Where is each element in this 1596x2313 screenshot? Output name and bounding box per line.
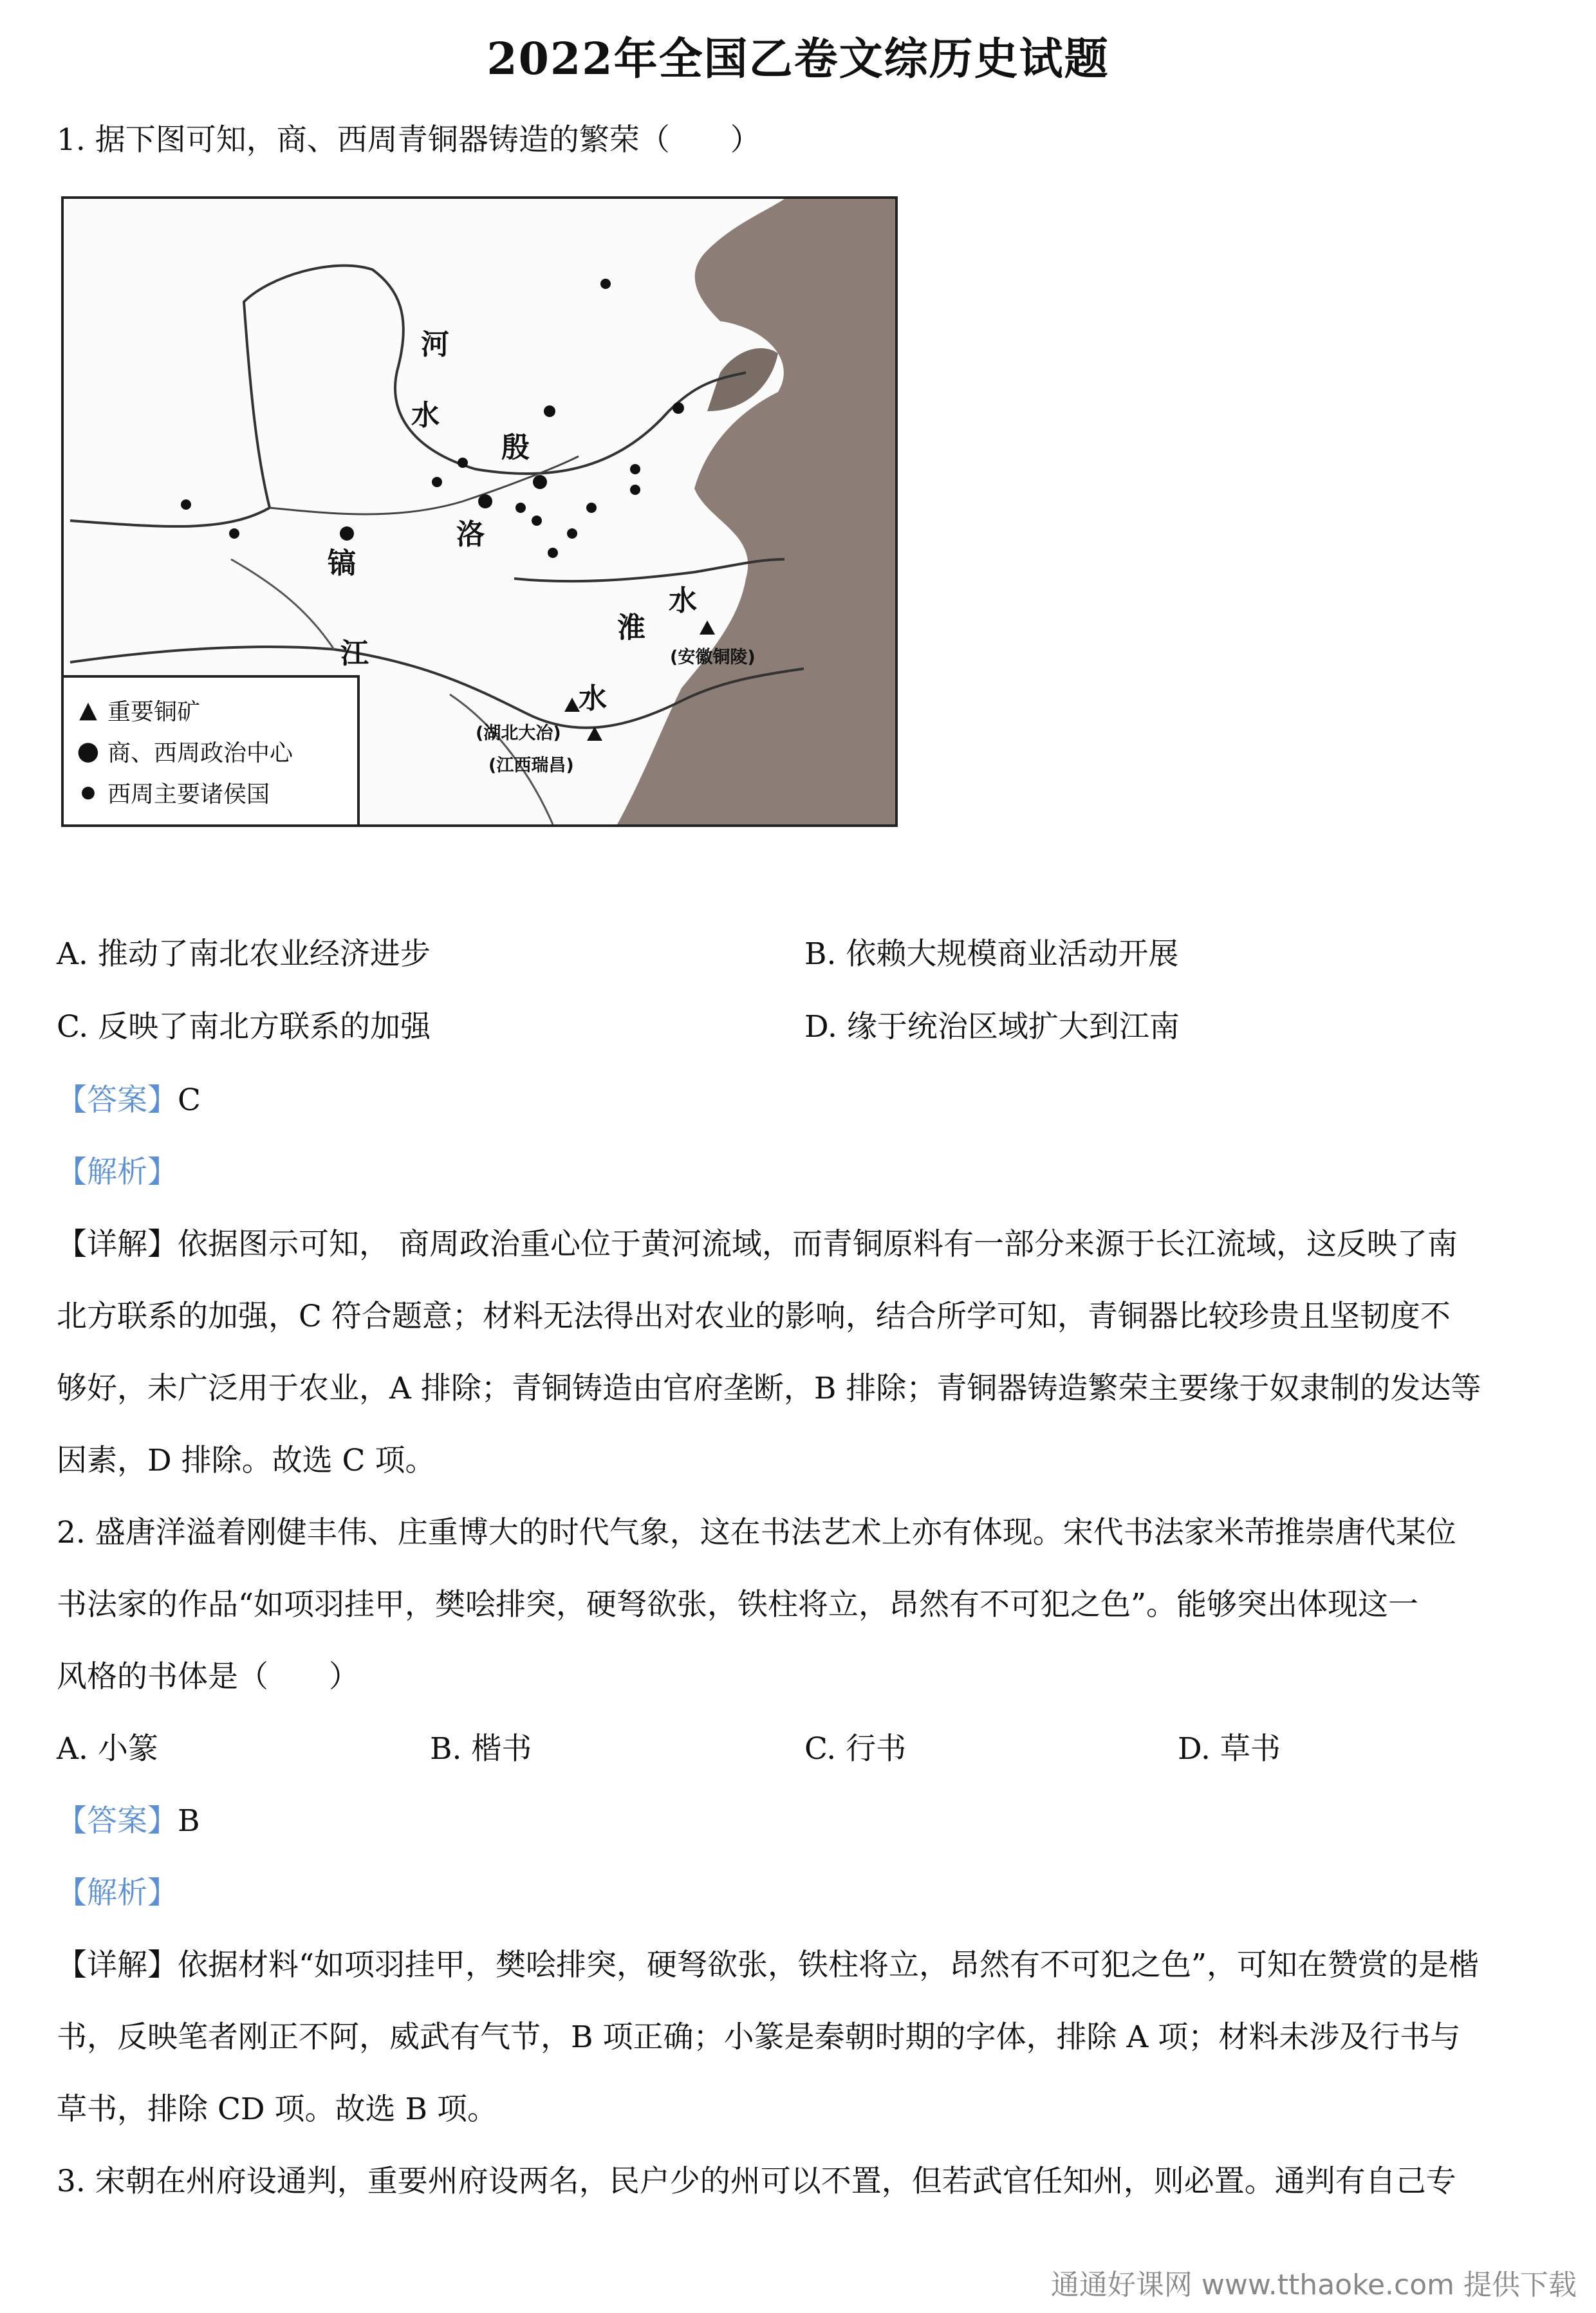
state-dot	[515, 503, 526, 513]
legend-state-label: 西周主要诸侯国	[107, 781, 270, 808]
lake	[765, 631, 791, 667]
q2-option-a: A. 小篆	[57, 1731, 158, 1767]
label-yin: 殷	[501, 431, 530, 464]
mine-hubei	[564, 698, 580, 712]
state-dot	[586, 503, 597, 513]
q2-stem-line: 书法家的作品“如项羽挂甲，樊哙排突，硬弩欲张，铁柱将立，昂然有不可犯之色”。能够突出体现这一	[57, 1587, 1419, 1622]
q1-option-a: A. 推动了南北农业经济进步	[57, 936, 431, 972]
mine-anhui	[700, 620, 715, 635]
label-luo: 洛	[456, 518, 485, 551]
q2-stem-line: 风格的书体是（ ）	[57, 1659, 359, 1695]
q1-stem: 1. 据下图可知，商、西周青铜器铸造的繁荣（ ）	[57, 122, 761, 158]
q3-stem: 3. 宋朝在州府设通判，重要州府设两名，民户少的州可以不置，但若武官任知州，则必置。通判有自己专	[57, 2164, 1456, 2199]
map-legend	[64, 675, 360, 824]
center-dot-luo	[478, 494, 492, 508]
footer-watermark: 通通好课网 www.tthaoke.com 提供下载	[1050, 2269, 1577, 2301]
answer-value: C	[178, 1082, 201, 1118]
legend-center-label: 商、西周政治中心	[107, 739, 293, 766]
q1-detail-line: 因素，D 排除。故选 C 项。	[57, 1443, 436, 1478]
huai-river	[514, 559, 784, 581]
q1-analysis-tag	[57, 1148, 178, 1191]
center-dot-yin	[533, 475, 547, 489]
q2-stem-line: 2. 盛唐洋溢着刚健丰伟、庄重博大的时代气象，这在书法艺术上亦有体现。宋代书法家米芾推崇唐代某位	[57, 1515, 1456, 1550]
state-dot	[673, 402, 684, 414]
q2-option-b: B. 楷书	[430, 1731, 532, 1767]
q2-answer	[57, 1797, 200, 1840]
legend-mine	[75, 689, 346, 730]
legend-state	[75, 772, 346, 813]
analysis-tag: 【解析】	[57, 1155, 178, 1190]
han-river	[231, 559, 334, 649]
wei-river	[270, 456, 579, 514]
state-dot	[229, 528, 239, 539]
label-huai: 淮	[617, 611, 645, 644]
q2-analysis-tag	[57, 1869, 178, 1912]
large-dot-icon: ●	[77, 736, 100, 766]
sea-area	[617, 199, 895, 824]
bronze-map	[61, 196, 898, 827]
q2-option-c: C. 行书	[804, 1731, 907, 1767]
answer-value: B	[178, 1803, 200, 1839]
state-dot	[630, 464, 640, 474]
label-hubei-daye: (湖北大冶)	[476, 723, 561, 743]
q1-detail-line: 够好，未广泛用于农业，A 排除；青铜铸造由官府垄断，B 排除；青铜器铸造繁荣主要缘于奴隶制的发达等	[57, 1371, 1481, 1406]
q2-detail-line: 书，反映笔者刚正不阿，威武有气节，B 项正确；小篆是秦朝时期的字体，排除 A 项；材料未涉及行书与	[57, 2020, 1461, 2055]
label-he: 河	[421, 328, 449, 361]
q2-detail-line: 【详解】依据材料“如项羽挂甲，樊哙排突，硬弩欲张，铁柱将立，昂然有不可犯之色”，可知在赞赏的是楷	[57, 1947, 1480, 1983]
q1-answer	[57, 1076, 201, 1119]
state-dot	[458, 458, 468, 468]
q1-detail-line: 北方联系的加强，C 符合题意；材料无法得出对农业的影响，结合所学可知，青铜器比较珍贵且坚韧度不	[57, 1299, 1451, 1334]
q1-detail-line: 【详解】依据图示可知， 商周政治重心位于黄河流域，而青铜原料有一部分来源于长江流域，这反映了南	[57, 1227, 1458, 1262]
small-dot-icon: ●	[80, 783, 96, 802]
state-dot	[544, 405, 555, 417]
state-dot	[432, 477, 442, 487]
label-shui-3: 水	[579, 682, 607, 715]
state-dot	[600, 279, 611, 289]
state-dot	[548, 548, 558, 558]
label-shui-2: 水	[669, 584, 697, 617]
state-dot	[630, 485, 640, 495]
legend-center	[75, 730, 346, 772]
answer-tag: 【答案】	[57, 1803, 178, 1839]
q1-option-b: B. 依赖大规模商业活动开展	[804, 936, 1179, 972]
page-title: 2022年全国乙卷文综历史试题	[487, 33, 1109, 85]
analysis-tag: 【解析】	[57, 1875, 178, 1911]
state-dot	[532, 516, 542, 526]
label-hao: 镐	[328, 547, 356, 580]
label-shui-1: 水	[411, 399, 440, 432]
triangle-icon: ▲	[79, 696, 97, 723]
label-jiang: 江	[340, 637, 369, 670]
label-jiangxi-ruichang: (江西瑞昌)	[488, 756, 574, 776]
label-anhui-tongling: (安徽铜陵)	[670, 647, 756, 667]
q1-option-d: D. 缘于统治区域扩大到江南	[804, 1009, 1180, 1045]
legend-mine-label: 重要铜矿	[107, 698, 201, 725]
state-dot	[567, 528, 577, 539]
answer-tag: 【答案】	[57, 1082, 178, 1118]
q1-option-c: C. 反映了南北方联系的加强	[57, 1009, 431, 1045]
state-dot	[181, 499, 191, 510]
q2-detail-line: 草书，排除 CD 项。故选 B 项。	[57, 2092, 497, 2127]
q2-option-d: D. 草书	[1178, 1731, 1281, 1767]
yellow-river	[70, 266, 746, 526]
center-dot-hao	[340, 526, 354, 541]
